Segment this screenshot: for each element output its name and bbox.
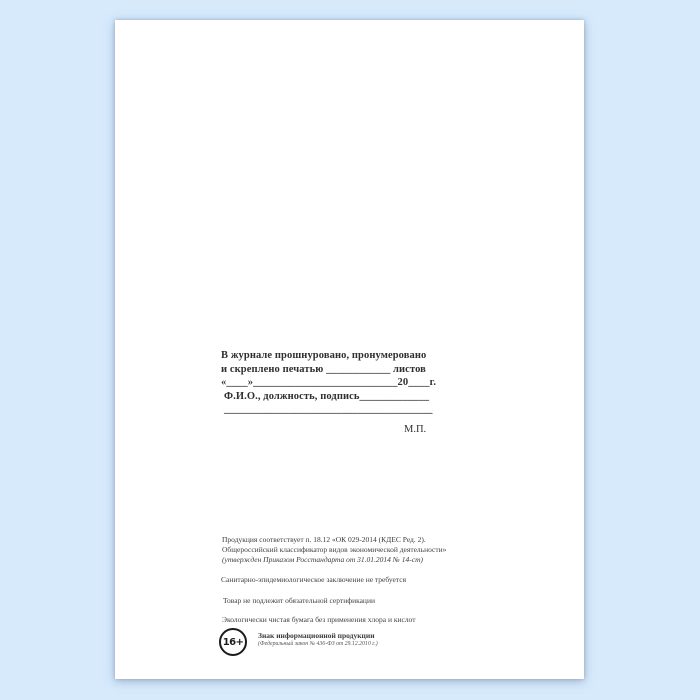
compliance-line-2: Общероссийский классификатор видов экономической деятельности» <box>222 545 447 554</box>
compliance-statement <box>222 535 446 565</box>
stitch-line-blank: _______________________________________ <box>224 404 433 415</box>
stitch-line-signature: Ф.И.О., должность, подпись_____________ <box>224 390 430 402</box>
age-rating-label: 16+ <box>222 636 244 648</box>
stitch-line-2: и скреплено печатью ____________ листов <box>221 363 426 375</box>
age-rating-16plus-icon <box>219 628 247 656</box>
info-sign-title: Знак информационной продукции <box>258 631 375 640</box>
sanitary-note: Санитарно-эпидемиологическое заключение не требуется <box>221 575 407 584</box>
journal-back-page <box>115 20 584 679</box>
eco-note: Экологически чистая бумага без применения хлора и кислот <box>222 615 416 624</box>
certification-note: Товар не подлежит обязательной сертификации <box>223 596 375 605</box>
stamp-place-abbr: М.П. <box>404 424 427 435</box>
compliance-line-1: Продукция соответствует п. 18.12 «ОК 029-2014 (КДЕС Ред. 2). <box>222 535 426 544</box>
stitch-line-1: В журнале прошнуровано, пронумеровано <box>221 350 427 361</box>
compliance-law-reference: (утвержден Приказом Росстандарта от 31.01.2014 № 14-ст) <box>222 555 423 564</box>
info-sign-law-reference: (Федеральный закон № 436-ФЗ от 29.12.2010 г.) <box>258 641 378 647</box>
stitch-certification-block <box>221 349 451 417</box>
stitch-line-date: «____»___________________________20____г. <box>221 377 437 388</box>
information-product-sign <box>258 631 378 648</box>
